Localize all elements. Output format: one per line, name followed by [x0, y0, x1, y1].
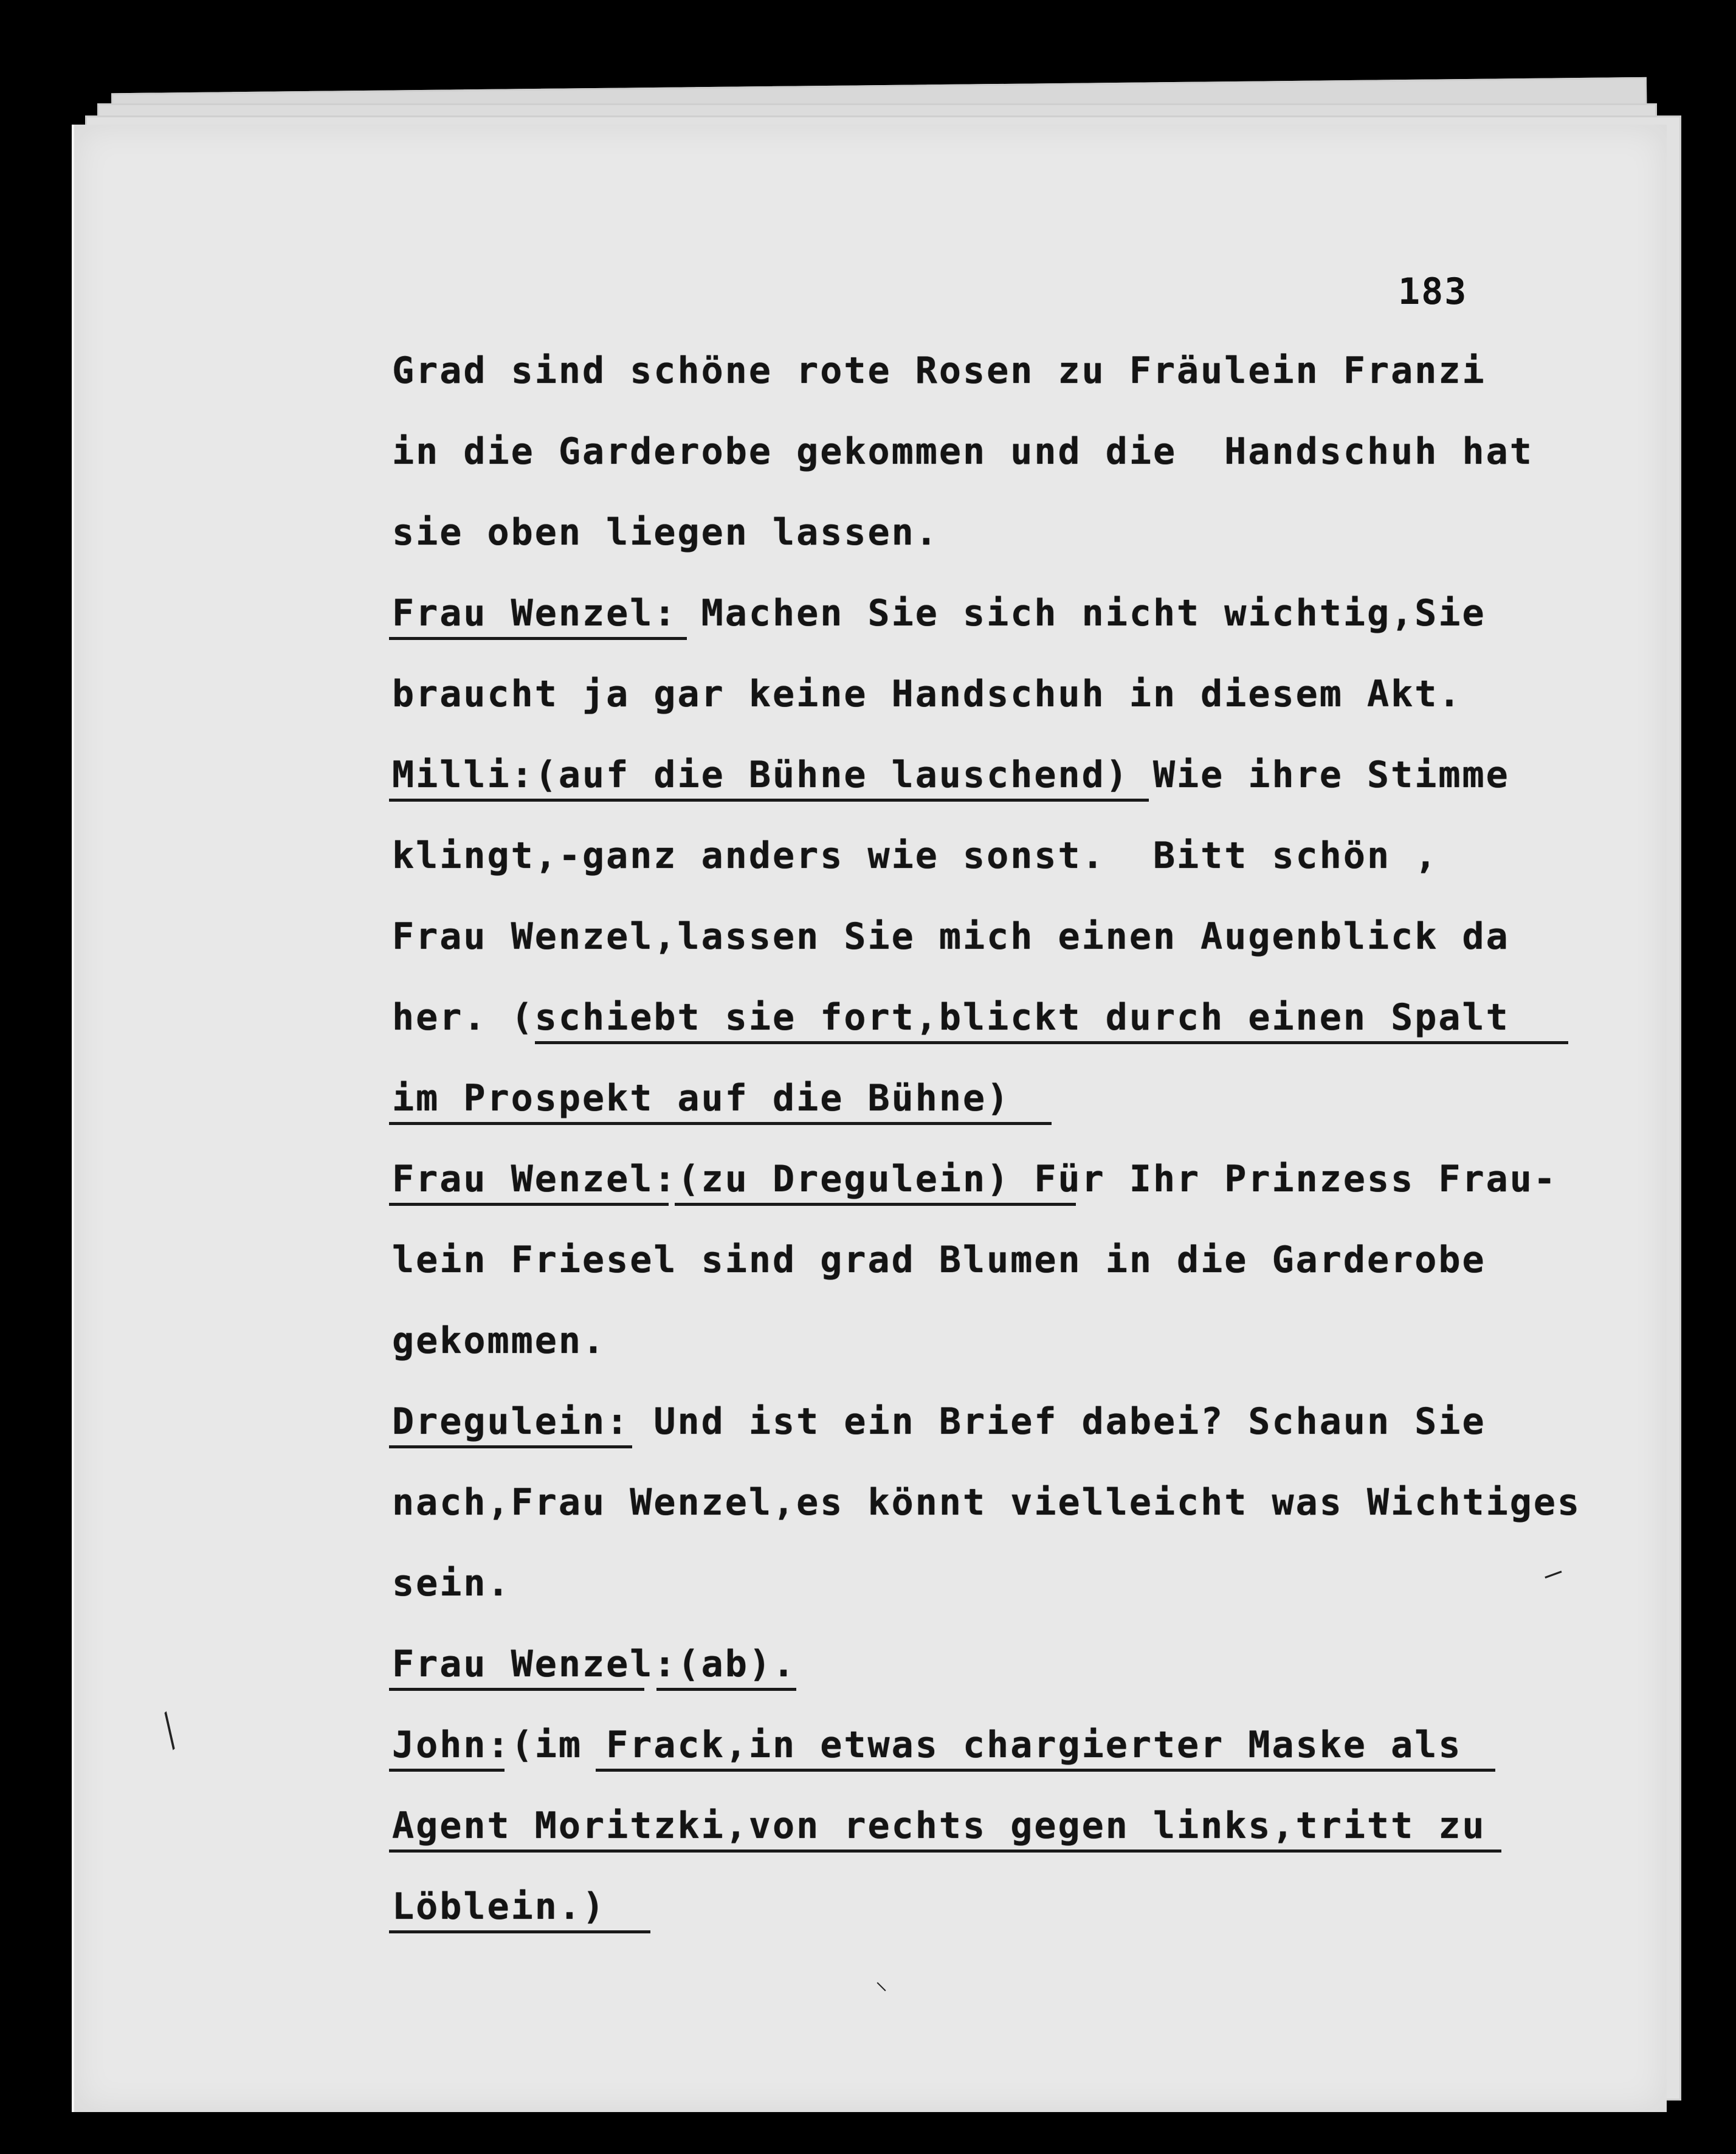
underline: [389, 799, 547, 802]
underline: [596, 1769, 1495, 1772]
underline: [389, 1203, 669, 1206]
underline: [389, 1769, 505, 1772]
pencil-mark: ⸜: [875, 1967, 887, 1995]
text-line: im Prospekt auf die Bühne): [392, 1077, 1011, 1120]
text-line: klingt,-ganz anders wie sonst. Bitt schön ,: [392, 834, 1439, 877]
text-line: Löblein.): [392, 1885, 607, 1928]
underline: [547, 799, 1149, 802]
text-line: Frau Wenzel: Machen Sie sich nicht wichtig,Sie: [392, 592, 1486, 635]
text-line: gekommen.: [392, 1320, 607, 1362]
text-line: her. (schiebt sie fort,blickt durch einen Spalt: [392, 996, 1510, 1039]
text-line: Frau Wenzel:(ab).: [392, 1643, 797, 1685]
text-line: Agent Moritzki,von rechts gegen links,tritt zu: [392, 1805, 1486, 1847]
underline: [535, 1041, 1568, 1044]
pencil-mark: ╱: [152, 1712, 188, 1750]
text-line: sein.: [392, 1562, 511, 1605]
underline: [675, 1203, 1076, 1206]
underline: [389, 637, 687, 640]
underline: [389, 1930, 650, 1933]
underline: [656, 1688, 796, 1691]
underline: [389, 1849, 1501, 1853]
text-line: Frau Wenzel,lassen Sie mich einen Augenblick da: [392, 915, 1510, 958]
text-line: lein Friesel sind grad Blumen in die Garderobe: [392, 1239, 1486, 1281]
text-line: John:(im Frack,in etwas chargierter Maske als: [392, 1724, 1462, 1766]
underline: [389, 1445, 632, 1448]
underline: [389, 1122, 1052, 1125]
page-number: 183: [1398, 270, 1468, 313]
text-line: braucht ja gar keine Handschuh in diesem Akt.: [392, 673, 1462, 715]
text-line: Frau Wenzel:(zu Dregulein) Für Ihr Prinzess Frau-: [392, 1158, 1558, 1200]
text-line: Dregulein: Und ist ein Brief dabei? Schaun Sie: [392, 1400, 1486, 1443]
pencil-mark: —: [1538, 1554, 1567, 1592]
text-line: sie oben liegen lassen.: [392, 511, 939, 554]
underline: [389, 1688, 644, 1691]
text-line: nach,Frau Wenzel,es könnt vielleicht was Wichtiges: [392, 1481, 1582, 1524]
text-line: Grad sind schöne rote Rosen zu Fräulein Franzi: [392, 349, 1486, 392]
text-line: Milli:(auf die Bühne lauschend) Wie ihre Stimme: [392, 754, 1510, 796]
text-line: in die Garderobe gekommen und die Handschuh hat: [392, 430, 1534, 473]
